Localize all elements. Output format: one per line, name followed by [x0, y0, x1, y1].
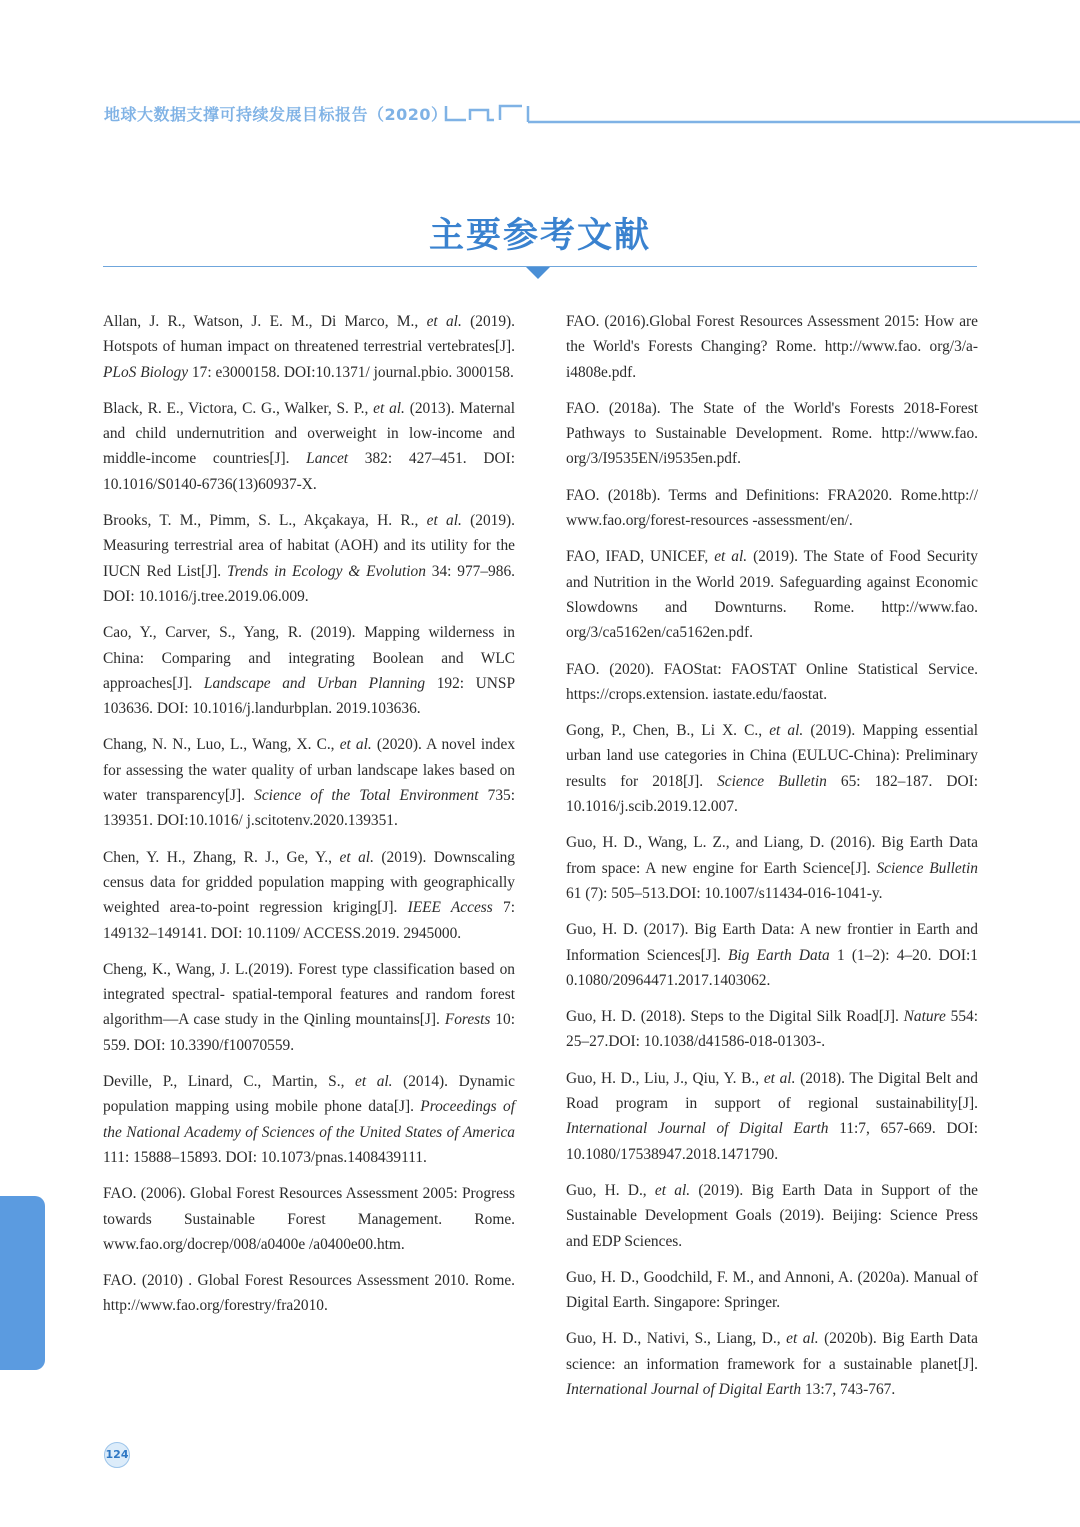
reference-entry: Chang, N. N., Luo, L., Wang, X. C., et al. (2020). A novel index for assessing the water quality of urban landscape lakes based on water transparency[J]. Science of the Total Environment 735: 139351. DOI:10.1016/ j.scitotenv.2020.139351.: [103, 736, 516, 830]
reference-entry: Cao, Y., Carver, S., Yang, R. (2019). Mapping wilderness in China: Comparing and integrating Boolean and WLC approaches[J]. Landscape and Urban Planning 192: UNSP 103636. DOI: 10.1016/j.landurbplan. 2019.103636.: [103, 624, 515, 718]
header-decoration: [444, 104, 1080, 124]
reference-entry: Guo, H. D., Wang, L. Z., and Liang, D. (2016). Big Earth Data from space: A new engine for Earth Science[J]. Science Bulletin 61 (7): 505–513.DOI: 10.1007/s11434-016-1041-y.: [566, 834, 978, 902]
reference-entry: FAO. (2018b). Terms and Definitions: FRA2020. Rome.http:// www.fao.org/forest-resources -assessment/en/.: [566, 486, 978, 530]
reference-entry: Guo, H. D. (2018). Steps to the Digital Silk Road[J]. Nature 554: 25–27.DOI: 10.1038/d41586-018-01303-.: [566, 1008, 978, 1051]
side-chapter-tab: [0, 1196, 45, 1370]
reference-entry: Brooks, T. M., Pimm, S. L., Akçakaya, H. R., et al. (2019). Measuring terrestrial area of habitat (AOH) and its utility for the IUCN Red List[J]. Trends in Ecology & Evolution 34: 977–986. DOI: 10.1016/j.tree.2019.06.009.: [103, 512, 516, 605]
reference-entry: FAO. (2006). Global Forest Resources Assessment 2005: Progress towards Sustainable Forest Management. Rome. www.fao.org/docrep/008/a0400e /a0400e00.htm.: [103, 1185, 515, 1253]
reference-entry: FAO, IFAD, UNICEF, et al. (2019). The State of Food Security and Nutrition in the World 2019. Safeguarding against Economic Slowdowns and Downturns. Rome. http://www.fao. org/3/ca5162en/ca5162en.pdf.: [566, 548, 978, 642]
reference-entry: Guo, H. D., Liu, J., Qiu, Y. B., et al. (2018). The Digital Belt and Road program in support of regional sustainability[J]. International Journal of Digital Earth 11:7, 657-669. DOI: 10.1080/17538947.2018.1471790.: [566, 1069, 978, 1163]
reference-entry: Guo, H. D., Goodchild, F. M., and Annoni, A. (2020a). Manual of Digital Earth. Singapore: Springer.: [566, 1268, 978, 1312]
reference-entry: FAO. (2020). FAOStat: FAOSTAT Online Statistical Service. https://crops.extension. iastate.edu/faostat.: [566, 660, 978, 703]
reference-entry: Allan, J. R., Watson, J. E. M., Di Marco, M., et al. (2019). Hotspots of human impact on threatened terrestrial vertebrates[J]. PLoS Biology 17: e3000158. DOI:10.1371/ journal.pbio. 3000158.: [103, 313, 516, 381]
page-number: 124: [104, 1442, 130, 1468]
reference-entry: Gong, P., Chen, B., Li X. C., et al. (2019). Mapping essential urban land use categories in China (EULUC-China): Preliminary results for 2018[J]. Science Bulletin 65: 182–187. DOI: 10.1016/j.scib.2019.12.007.: [566, 722, 978, 816]
reference-entry: Chen, Y. H., Zhang, R. J., Ge, Y., et al. (2019). Downscaling census data for gridded population mapping with geographically weighted area-to-point regression kriging[J]. IEEE Access 7: 149132–149141. DOI: 10.1109/ ACCESS.2019. 2945000.: [103, 848, 515, 942]
reference-entry: Guo, H. D., Nativi, S., Liang, D., et al. (2020b). Big Earth Data science: an information framework for a sustainable planet[J]. International Journal of Digital Earth 13:7, 743-767.: [566, 1330, 978, 1398]
reference-entry: Black, R. E., Victora, C. G., Walker, S. P., et al. (2013). Maternal and child undernutrition and overweight in low-income and middle-income countries[J]. Lancet 382: 427–451. DOI: 10.1016/S0140-6736(13)60937-X.: [103, 399, 515, 493]
reference-entry: FAO. (2010) . Global Forest Resources Assessment 2010. Rome. http://www.fao.org/forestry/fra2010.: [103, 1272, 515, 1315]
references-left-column: [103, 309, 515, 1330]
reference-entry: Guo, H. D. (2017). Big Earth Data: A new frontier in Earth and Information Sciences[J]. Big Earth Data 1 (1–2): 4–20. DOI:1 0.1080/20964471.2017.1403062.: [566, 921, 978, 989]
reference-entry: FAO. (2016).Global Forest Resources Assessment 2015: How are the World's Forests Changing? Rome. http://www.fao. org/3/a-i4808e.pdf.: [566, 313, 978, 381]
page-title: 主要参考文献: [428, 216, 651, 256]
references-right-column: [566, 309, 978, 1413]
reference-entry: FAO. (2018a). The State of the World's Forests 2018-Forest Pathways to Sustainable Development. Rome. http://www.fao. org/3/I9535EN/i9535en.pdf.: [566, 399, 978, 468]
reference-entry: Guo, H. D., et al. (2019). Big Earth Data in Support of the Sustainable Development Goals (2019). Beijing: Science Press and EDP Sciences.: [566, 1181, 978, 1250]
running-header-title: 地球大数据支撑可持续发展目标报告（2020）: [104, 105, 448, 124]
reference-entry: Cheng, K., Wang, J. L.(2019). Forest type classification based on integrated spectral- spatial-temporal features and random forest algorithm—A case study in the Qinling mountains[J]. Forests 10: 559. DOI: 10.3390/f10070559.: [103, 960, 516, 1054]
title-arrow-marker: [526, 267, 550, 279]
reference-entry: Deville, P., Linard, C., Martin, S., et al. (2014). Dynamic population mapping using mobile phone data[J]. Proceedings of the National Academy of Sciences of the United States of America 111: 15888–15893. DOI: 10.1073/pnas.1408439111.: [103, 1073, 515, 1166]
